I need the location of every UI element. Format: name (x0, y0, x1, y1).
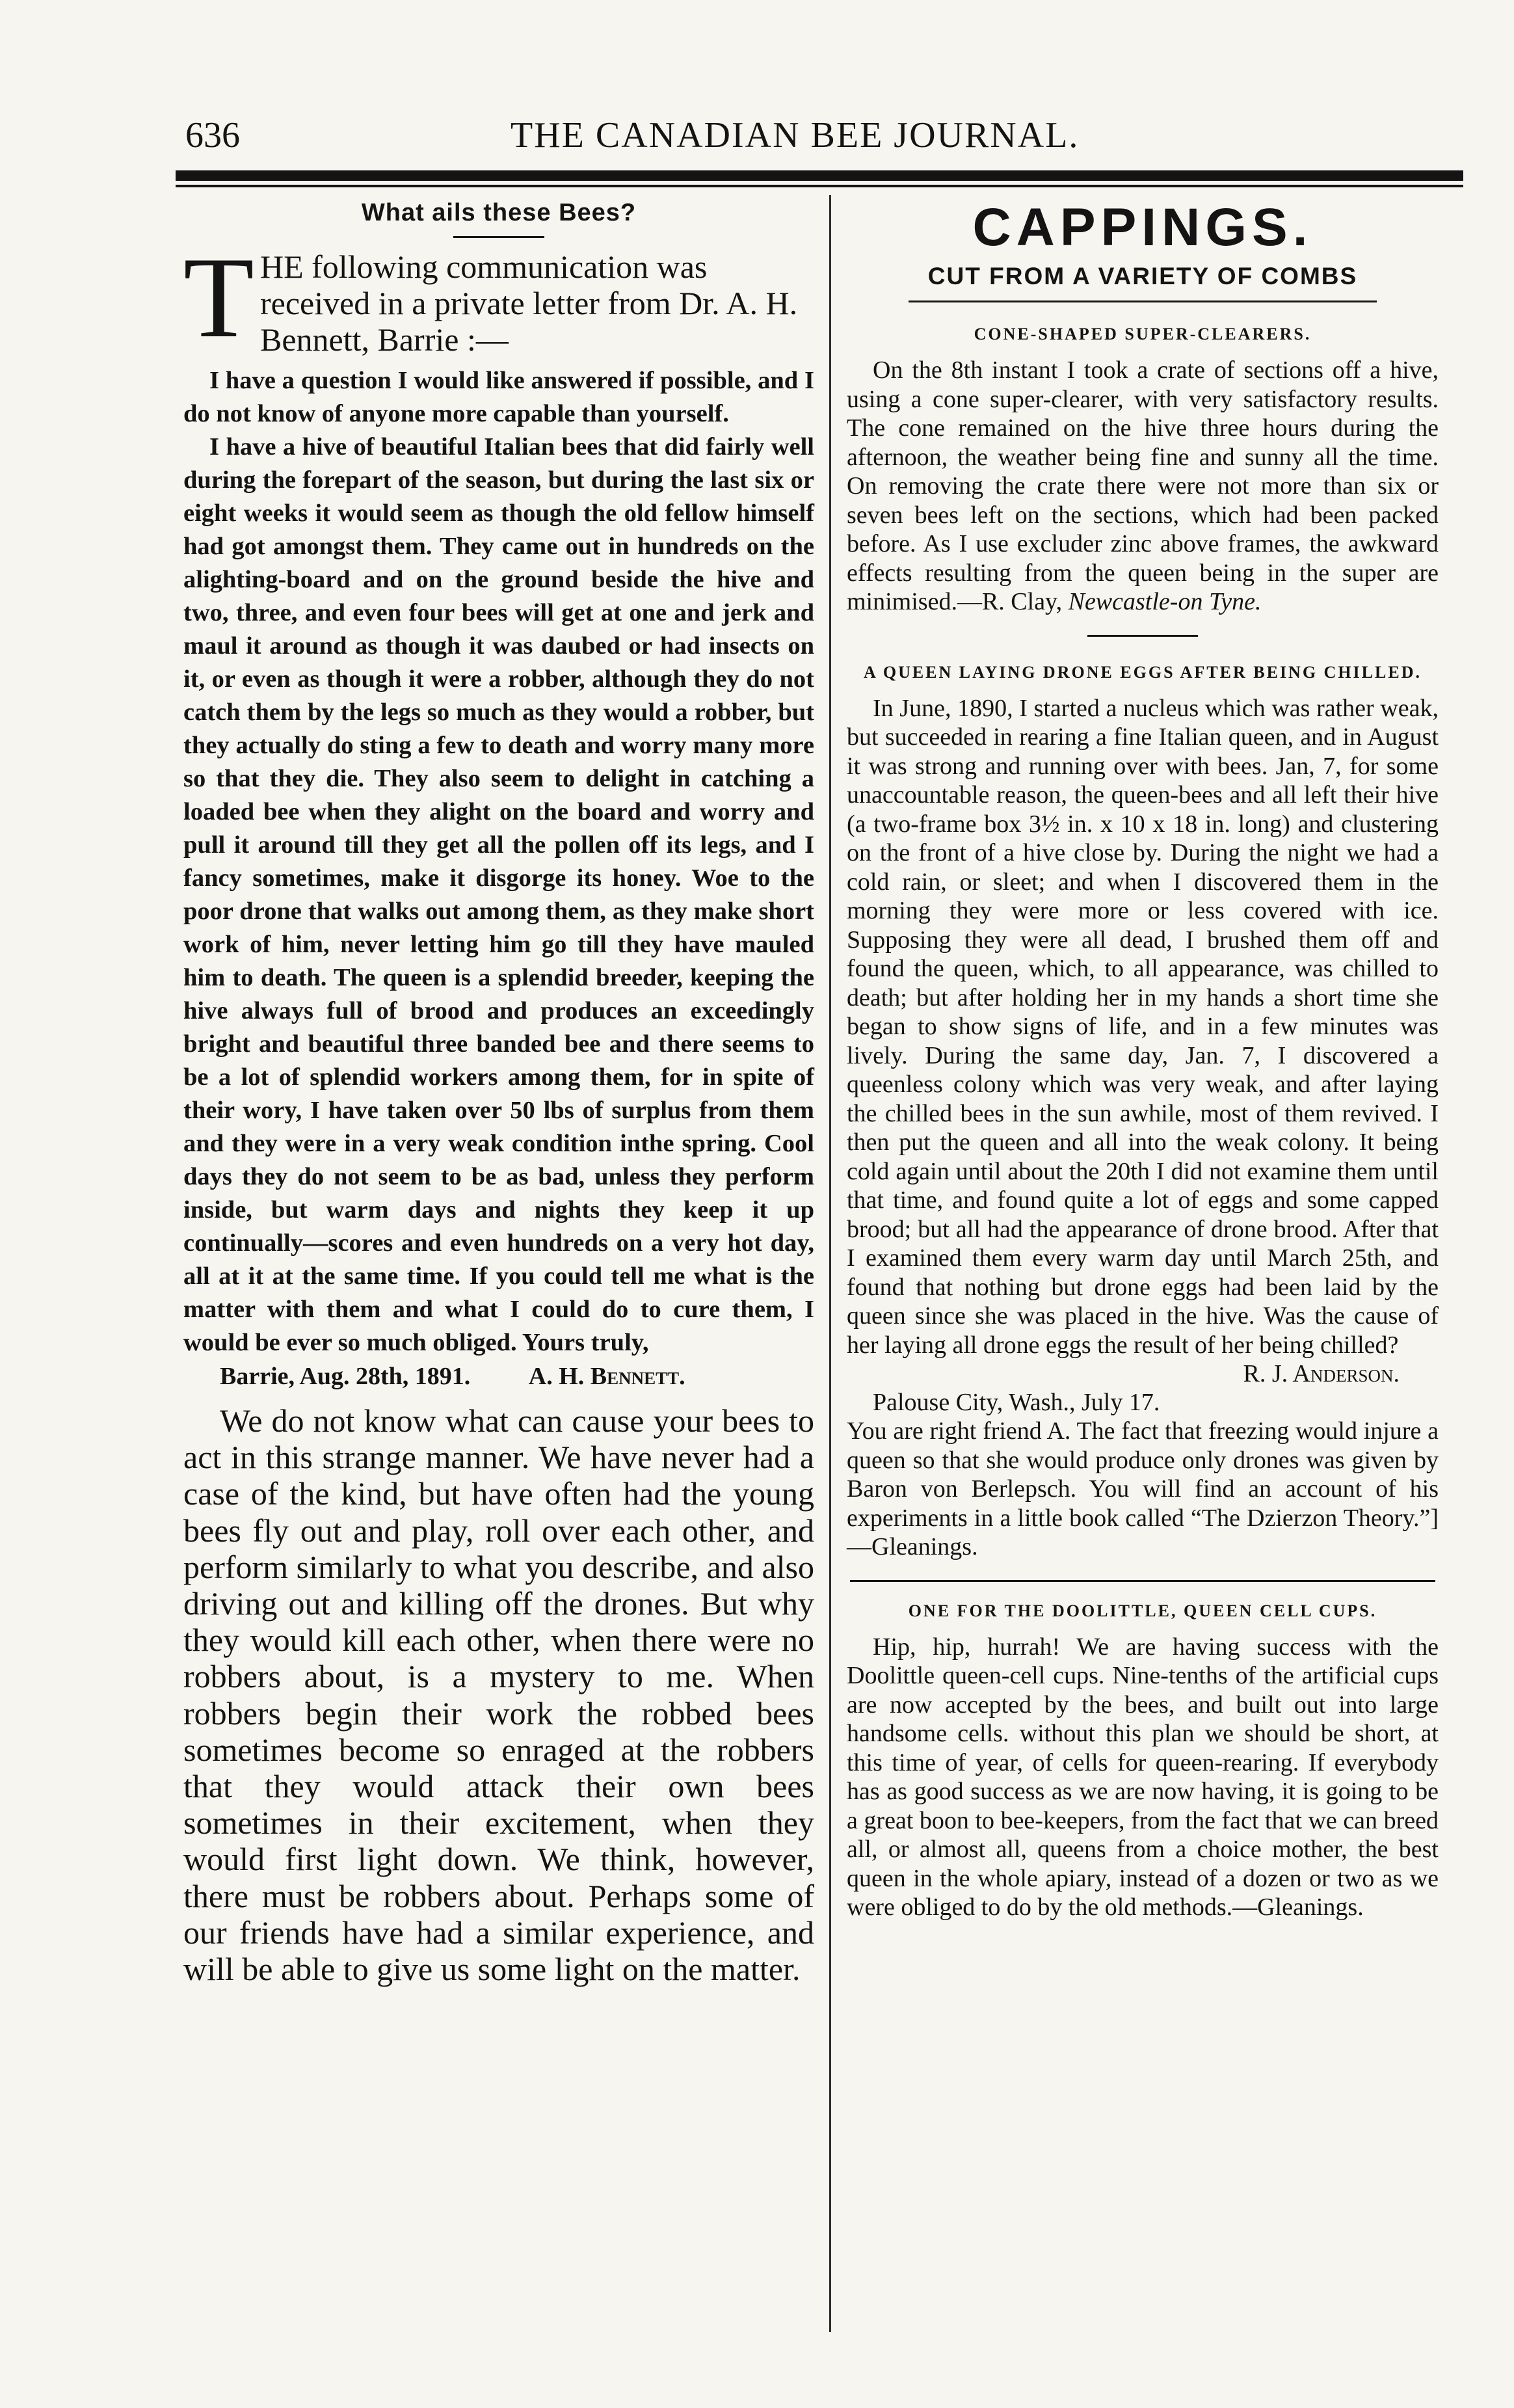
header-rule-thin (176, 185, 1463, 187)
item-reply (847, 1417, 1439, 1562)
letter-paragraph: I have a question I would like answered if possible, and I do not know of anyone more capable than yourself. (183, 367, 814, 427)
page-number: 636 (185, 115, 240, 155)
letter-signature (183, 1362, 814, 1391)
item-heading: A QUEEN LAYING DRONE EGGS AFTER BEING CHILLED. (864, 662, 1422, 682)
item-text: On the 8th instant I took a crate of sections off a hive, using a cone super-clearer, with very satisfactory results. The cone remained on the hive three hours during the afternoon, the weather being fine and sunny all the time. On removing the crate there were not more than six or seven bees left on the sections, which had been packed before. As I use excluder zinc above frames, the awkward effects resulting from the queen being in the super are minimised.—R. Clay, (847, 356, 1439, 615)
item-heading: CONE-SHAPED SUPER-CLEARERS. (974, 325, 1312, 343)
right-column (847, 195, 1439, 1922)
item-heading: ONE FOR THE DOOLITTLE, QUEEN CELL CUPS. (908, 1601, 1377, 1620)
drop-cap: T (183, 233, 254, 362)
intro-text: HE following communication was received in a private letter from Dr. A. H. Bennett, Barrie :— (260, 248, 798, 358)
signature-name: A. H. Bennett. (528, 1363, 685, 1390)
item-place: Palouse City, Wash., July 17. (873, 1389, 1160, 1416)
item-text: In June, 1890, I started a nucleus which was rather weak, but succeeded in rearing a fine Italian queen, and in August it was strong and running over with bees. Jan, 7, for some unaccountable reason, the queen-bees and all left their hive (a two-frame box 3½ in. x 10 x 18 in. long) and clustering on the front of a hive close by. During the night we had a cold rain, or sleet; and when I discovered them in the morning they were more or less covered with ice. Supposing they were all dead, I brushed them off and found the queen, which, to all appearance, was chilled to death; but after holding her in my hands a short time she began to show signs of life, and in a few minutes was lively. During the same day, Jan. 7, I discovered a queenless colony which was very weak, and after laying the chilled bees in the sun awhile, most of them revived. I then put the queen and all into the weak colony. It being cold again until about the 20th I did not examine them until that time, and found quite a lot of eggs and some capped brood; but all had the appearance of drone brood. After that I examined them every warm day until March 25th, and found that nothing but drone eggs had been laid by the queen since she was placed in the hive. Was the cause of her laying all drone eggs the result of her being chilled? (847, 694, 1439, 1359)
section-title-cappings: CAPPINGS. (972, 198, 1313, 257)
title-rule (453, 236, 544, 238)
journal-title: THE CANADIAN BEE JOURNAL. (511, 115, 1080, 155)
editor-reply (183, 1402, 814, 1987)
item-body (847, 1633, 1439, 1922)
editor-reply-text: We do not know what can cause your bees to act in this strange manner. We have never had a case of the kind, but have often had the young bees fly out and play, roll over each other, and perform similarly to what you describe, and also driving out and killing off the drones. But why they would kill each other, when there were no robbers about, is a mystery to me. When robbers begin their work the robbed bees sometimes become so enraged at the robbers that they would attack their own bees sometimes in their excitement, when they would first light down. We think, however, there must be robbers about. Perhaps some of our friends have had a similar experience, and will be able to give us some light on the matter. (183, 1402, 814, 1988)
subtitle-rule (909, 301, 1377, 302)
item-body (847, 356, 1439, 617)
item-signer: R. J. Anderson. (1243, 1360, 1400, 1387)
letter-body (183, 364, 814, 1359)
article-intro (183, 233, 814, 362)
section-subtitle: CUT FROM A VARIETY OF COMBS (927, 263, 1358, 289)
item-reply-text: You are right friend A. The fact that freezing would injure a queen so that she would produce only drones was given by Baron von Berlepsch. You will find an account of his experiments in a little book called “The Dzierzon Theory.”]—Gleanings. (847, 1417, 1439, 1560)
header-rule-thick (176, 170, 1463, 181)
signature-place: Barrie, Aug. 28th, 1891. (220, 1363, 471, 1390)
item-source: Newcastle-on Tyne. (1068, 588, 1262, 615)
page-header (185, 111, 1457, 163)
left-column (183, 195, 814, 1987)
item-text: Hip, hip, hurrah! We are having success with the Doolittle queen-cell cups. Nine-tenths of the artificial cups are now accepted by the bees, and built out into large handsome cells. without this plan we should be short, at this time of year, of cells for queen-rearing. If everybody has as good success as we are now having, it is going to be a great boon to bee-keepers, from the fact that we can breed all, or almost all, queens from a choice mother, the best queen in the whole apiary, instead of a dozen or two as we were obliged to do by the old methods.—Gleanings. (847, 1633, 1439, 1921)
item-separator (850, 1580, 1435, 1582)
item-separator (1087, 635, 1198, 637)
column-divider (829, 195, 831, 2332)
letter-paragraph: I have a hive of beautiful Italian bees that did fairly well during the forepart of the season, but during the last six or eight weeks it would seem as though the old fellow himself had got amongst them. They came out in hundreds on the alighting-board and on the ground beside the hive and two, three, and even four bees will get at one and jerk and maul it around as though it was daubed or had insects on it, or even as though it were a robber, although they do not catch them by the legs so much as they would a robber, but they actually do sting a few to death and worry many more so that they die. They also seem to delight in catching a loaded bee when they alight on the board and worry and pull it around till they get all the pollen off its legs, and I fancy sometimes, make it disgorge its honey. Woe to the poor drone that walks out among them, as they make short work of him, never letting him go till they have mauled him to death. The queen is a splendid breeder, keeping the hive always full of brood and produces an exceedingly bright and beautiful three banded bee and there seems to be a lot of splendid workers among them, for in spite of their wory, I have taken over 50 lbs of surplus from them and they were in a very weak condition inthe spring. Cool days they do not seem to be as bad, unless they perform inside, but warm days and nights they keep it up continually—scores and even hundreds on a very hot day, all at it at the same time. If you could tell me what is the matter with them and what I could do to cure them, I would be ever so much obliged. Yours truly, (183, 433, 814, 1356)
item-body (847, 694, 1439, 1360)
article-title: What ails these Bees? (361, 199, 637, 226)
